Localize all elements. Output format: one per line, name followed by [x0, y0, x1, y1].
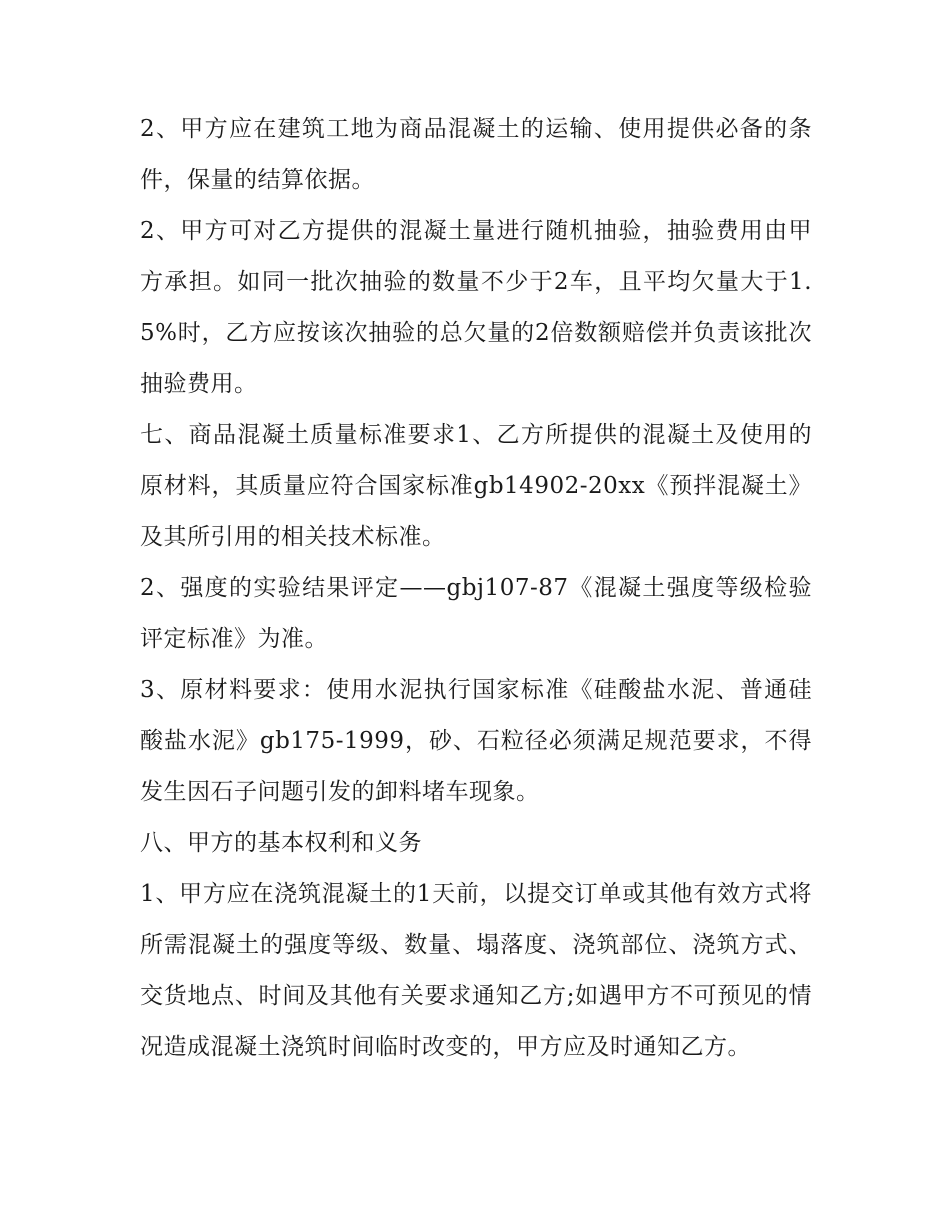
paragraph-delivery-conditions: 2、甲方应在建筑工地为商品混凝土的运输、使用提供必备的条件，保量的结算依据。: [140, 116, 812, 193]
paragraph-quality-standards: 七、商品混凝土质量标准要求1、乙方所提供的混凝土及使用的原材料，其质量应符合国家标准gb14902-20xx《预拌混凝土》及其所引用的相关技术标准。: [140, 422, 812, 550]
paragraph-raw-materials: 3、原材料要求：使用水泥执行国家标准《硅酸盐水泥、普通硅酸盐水泥》gb175-1999，砂、石粒径必须满足规范要求，不得发生因石子问题引发的卸料堵车现象。: [140, 677, 812, 805]
document-body: [140, 104, 812, 1073]
section-heading-party-a-rights: 八、甲方的基本权利和义务: [140, 830, 422, 856]
paragraph-order-notice: 1、甲方应在浇筑混凝土的1天前，以提交订单或其他有效方式将所需混凝土的强度等级、数量、塌落度、浇筑部位、浇筑方式、交货地点、时间及其他有关要求通知乙方;如遇甲方不可预见的情况造成混凝土浇筑时间临时改变的，甲方应及时通知乙方。: [140, 881, 812, 1060]
paragraph-random-inspection: 2、甲方可对乙方提供的混凝土量进行随机抽验，抽验费用由甲方承担。如同一批次抽验的数量不少于2车，且平均欠量大于1.5%时，乙方应按该次抽验的总欠量的2倍数额赔偿并负责该批次抽验费用。: [140, 218, 812, 397]
paragraph-strength-evaluation: 2、强度的实验结果评定——gbj107-87《混凝土强度等级检验评定标准》为准。: [140, 575, 812, 652]
